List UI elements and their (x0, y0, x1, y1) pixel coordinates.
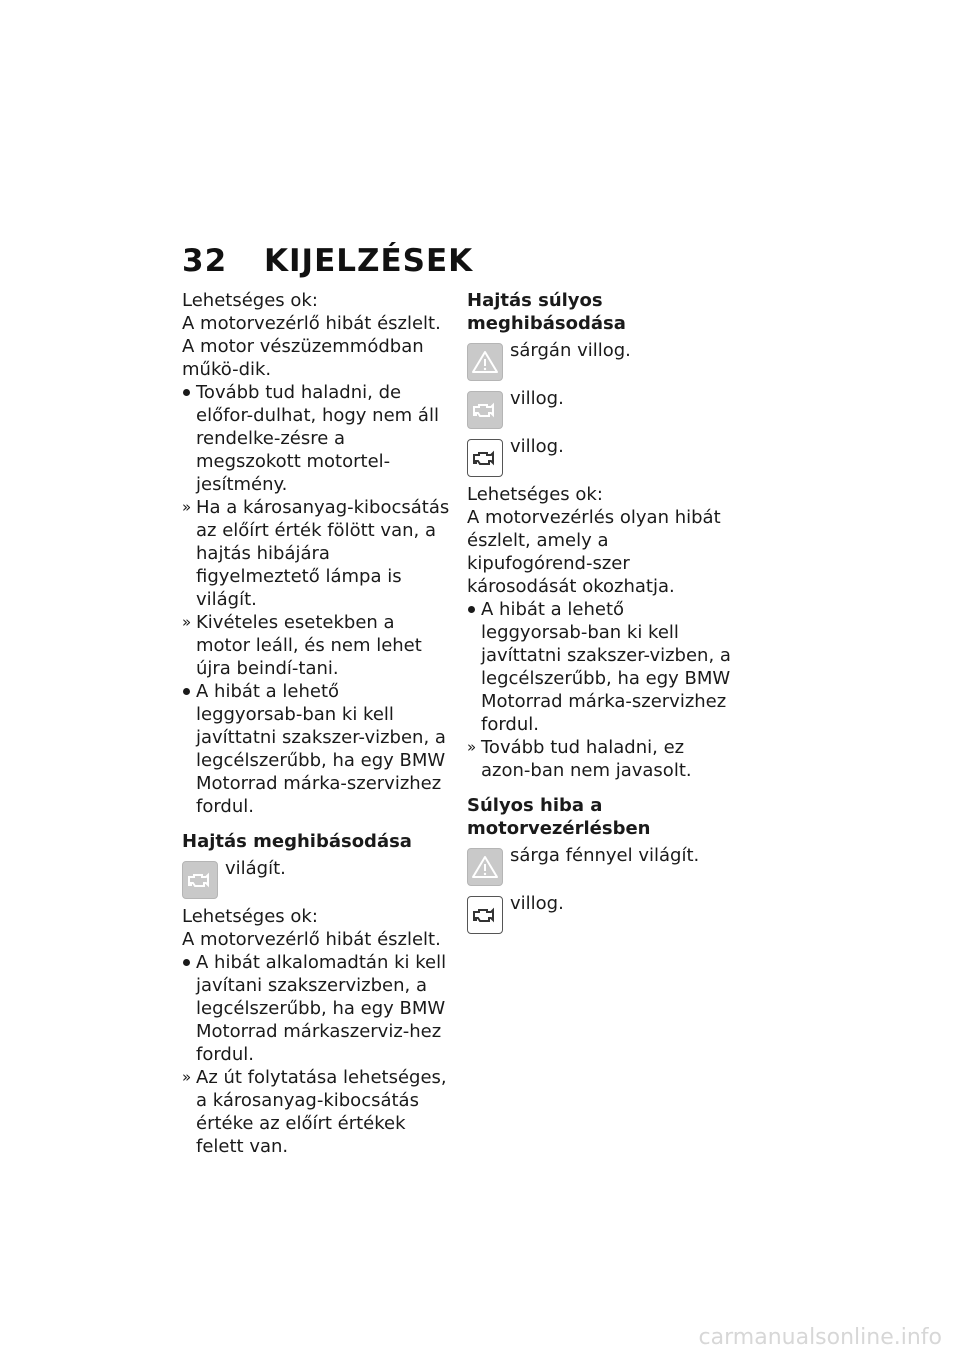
page-number: 32 (182, 243, 228, 279)
indicator-row (467, 844, 732, 886)
cause-text: A motorvezérlés olyan hibát észlelt, amely a kipufogórend-szer károsodását okozhatja. (467, 507, 721, 597)
indicator-text: sárgán villog. (510, 340, 631, 361)
list-item-text: Az út folytatása lehetséges, a károsanyag-kibocsátás értéke az előírt értékek felett van. (196, 1067, 447, 1157)
section-heading-line: Súlyos hiba a (467, 795, 603, 816)
list-item-text: Tovább tud haladni, de előfor-dulhat, hogy nem áll rendelke-zésre a megszokott motortel-jesítmény. (196, 382, 439, 495)
cause-label: Lehetséges ok: (467, 484, 603, 505)
cause-label: Lehetséges ok: (182, 906, 318, 927)
list-item-text: A hibát alkalomadtán ki kell javítani szakszervizben, a legcélszerűbb, ha egy BMW Motorrad márkaszerviz-hez fordul. (196, 952, 447, 1065)
bullet-icon (183, 389, 190, 396)
page-header (182, 243, 473, 279)
indicator-row (467, 387, 732, 429)
indicator-row (467, 892, 732, 934)
warning-triangle-icon (467, 848, 503, 886)
engine-outline-icon (467, 896, 503, 934)
indicator-text: villog. (510, 893, 564, 914)
cause-text: A motorvezérlő hibát észlelt. A motor vészüzemmódban műkö-dik. (182, 313, 441, 380)
list-item-text: Ha a károsanyag-kibocsátás az előírt érték fölött van, a hajtás hibájára figyelmeztető lámpa is világít. (196, 497, 450, 610)
warning-triangle-icon (467, 343, 503, 381)
engine-icon (182, 861, 218, 899)
arrow-icon: » (182, 613, 192, 631)
right-column (467, 289, 732, 940)
arrow-icon: » (467, 738, 477, 756)
indicator-text: világít. (225, 858, 286, 879)
list-item (467, 598, 732, 736)
section-heading: Hajtás súlyos meghibásodása (467, 290, 626, 334)
indicator-row (182, 857, 450, 899)
watermark: carmanualsonline.info (698, 1325, 942, 1350)
cause-label: Lehetséges ok: (182, 290, 318, 311)
bullet-icon (468, 606, 475, 613)
list-item (182, 611, 450, 680)
page-title: KIJELZÉSEK (264, 243, 474, 279)
left-column (182, 289, 450, 1158)
engine-outline-icon (467, 439, 503, 477)
arrow-icon: » (182, 1068, 192, 1086)
list-item (182, 1066, 450, 1158)
bullet-icon (183, 688, 190, 695)
list-item-text: Kivételes esetekben a motor leáll, és nem lehet újra beindí-tani. (196, 612, 422, 679)
indicator-text: sárga fénnyel világít. (510, 845, 700, 866)
list-item-text: A hibát a lehető leggyorsab-ban ki kell javíttatni szakszer-vizben, a legcélszerűbb, ha egy BMW Motorrad márka-szervizhez fordul. (196, 681, 446, 817)
indicator-row (467, 435, 732, 477)
indicator-row (467, 339, 732, 381)
section-heading-line: motorvezérlésben (467, 818, 651, 839)
section-heading (467, 794, 732, 840)
arrow-icon: » (182, 498, 192, 516)
list-item (182, 381, 450, 496)
list-item (182, 951, 450, 1066)
list-item-text: A hibát a lehető leggyorsab-ban ki kell javíttatni szakszer-vizben, a legcélszerűbb, ha egy BMW Motorrad márka-szervizhez fordul. (481, 599, 731, 735)
indicator-text: villog. (510, 436, 564, 457)
indicator-text: villog. (510, 388, 564, 409)
bullet-icon (183, 959, 190, 966)
list-item (467, 736, 732, 782)
list-item (182, 496, 450, 611)
cause-text: A motorvezérlő hibát észlelt. (182, 929, 441, 950)
list-item-text: Tovább tud haladni, ez azon-ban nem javasolt. (481, 737, 692, 781)
section-heading: Hajtás meghibásodása (182, 831, 412, 852)
engine-icon (467, 391, 503, 429)
list-item (182, 680, 450, 818)
